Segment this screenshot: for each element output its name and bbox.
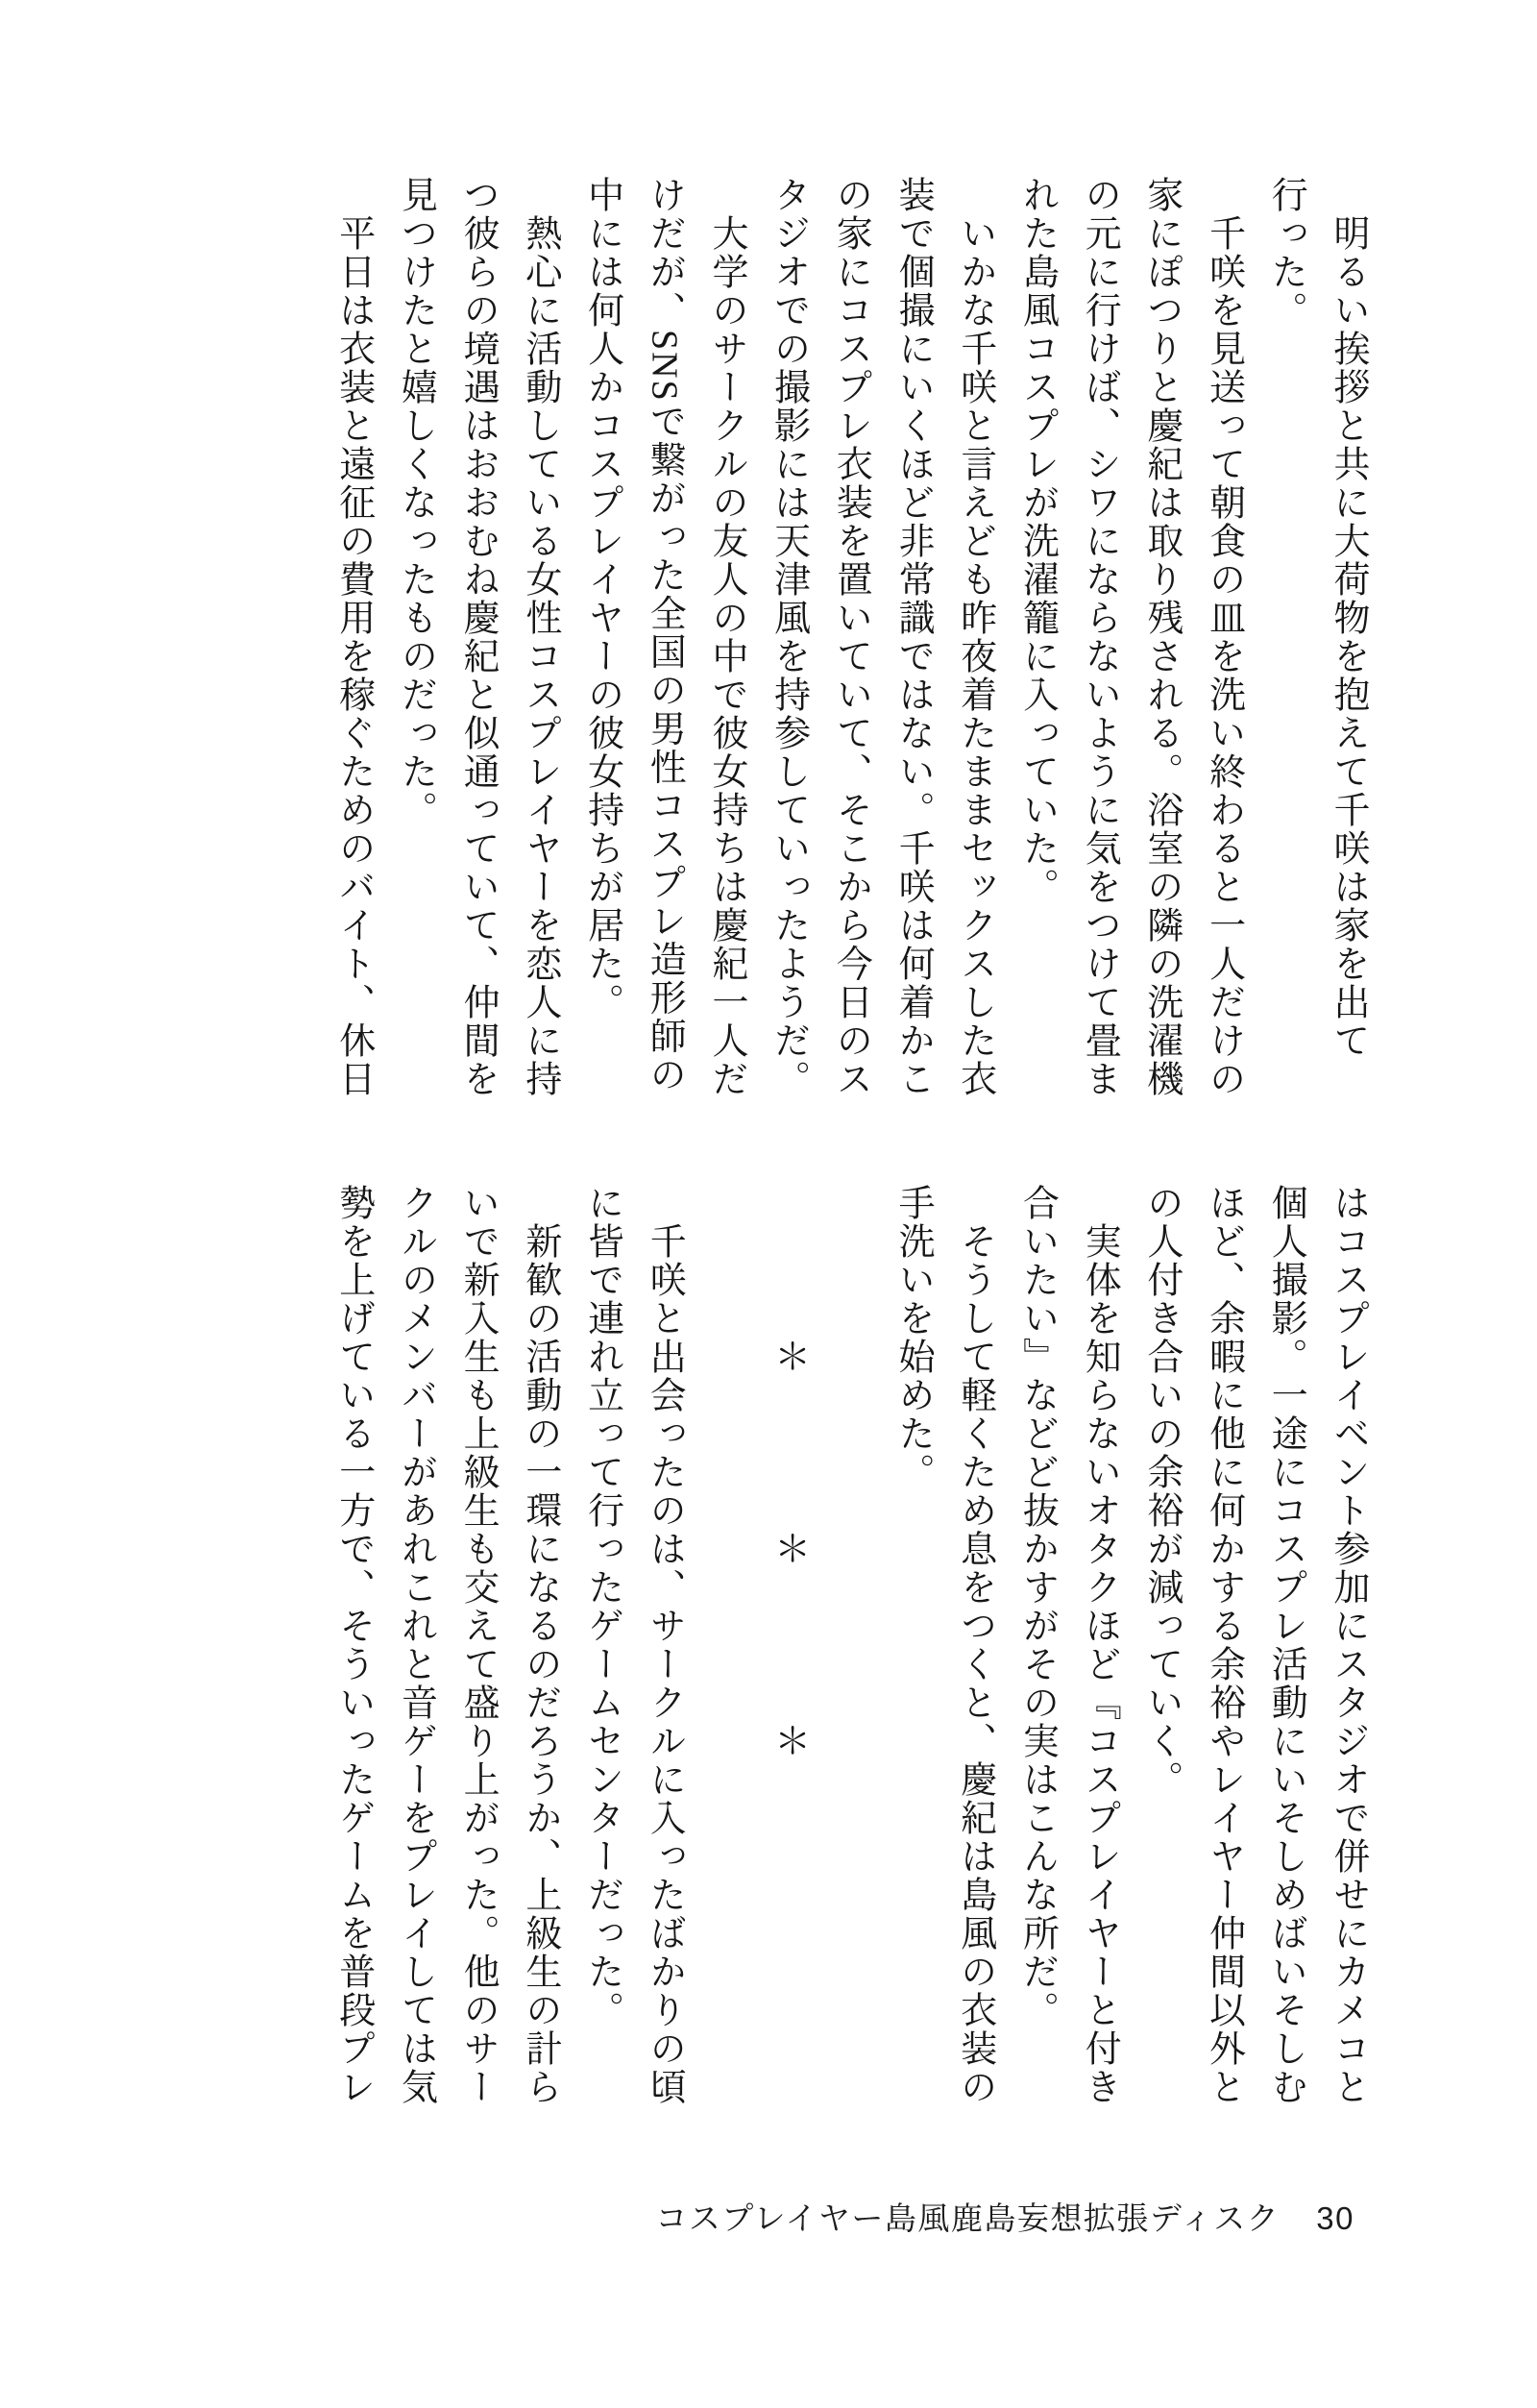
text-line: の元に行けば、シワにならないように気をつけて畳ま (1079, 176, 1120, 1098)
text-line: ほど、余暇に他に何かする余裕やレイヤー仲間以外と (1203, 1184, 1244, 2106)
text-line: 新歓の活動の一環になるのだろうか、上級生の計ら (519, 1184, 560, 2106)
text-line: いで新入生も上級生も交えて盛り上がった。他のサー (457, 1184, 499, 2106)
text-line: 熱心に活動している女性コスプレイヤーを恋人に持 (519, 176, 560, 1098)
text-line: れた島風コスプレが洗濯籠に入っていた。 (1016, 176, 1058, 906)
text-line: けだが、SNSで繋がった全国の男性コスプレ造形師の (644, 176, 685, 1094)
text-line: そうして軽くため息をつくと、慶紀は島風の衣装の (954, 1184, 995, 2106)
text-line: 個人撮影。一途にコスプレ活動にいそしめばいそしむ (1265, 1184, 1306, 2106)
text-line: の家にコスプレ衣装を置いていて、そこから今日のス (830, 176, 871, 1098)
footer-title: コスプレイヤー島風鹿島妄想拡張ディスク (655, 2200, 1281, 2236)
text-line: 手洗いを始めた。 (892, 1184, 934, 1491)
text-line: 実体を知らないオタクほど『コスプレイヤーと付き (1079, 1184, 1120, 2106)
text-line: 明るい挨拶と共に大荷物を抱えて千咲は家を出て (1328, 176, 1368, 1060)
text-line: 家にぽつりと慶紀は取り残される。浴室の隣の洗濯機 (1140, 176, 1182, 1098)
text-line (819, 1184, 882, 2114)
text-line: 平日は衣装と遠征の費用を稼ぐためのバイト、休日 (332, 176, 374, 1098)
section-divider-line: ＊ ＊ ＊ (768, 1184, 809, 1760)
text-line: いかな千咲と言えども昨夜着たままセックスした衣 (954, 176, 995, 1098)
text-line: はコスプレイベント参加にスタジオで併せにカメコと (1328, 1184, 1368, 2106)
text-line (695, 1184, 757, 2114)
text-line: つ彼らの境遇はおおむね慶紀と似通っていて、仲間を (457, 176, 499, 1098)
text-line: 見つけたと嬉しくなったものだった。 (395, 176, 436, 829)
page-footer (655, 2194, 1354, 2239)
footer-page-number: 30 (1316, 2200, 1354, 2236)
text-line: クルのメンバーがあれこれと音ゲーをプレイしては気 (395, 1184, 436, 2106)
text-line: 装で個撮にいくほど非常識ではない。千咲は何着かこ (892, 176, 934, 1098)
text-line: タジオでの撮影には天津風を持参していったようだ。 (768, 176, 809, 1098)
text-line: の人付き合いの余裕が減っていく。 (1140, 1184, 1182, 1799)
upper-text-block (320, 176, 1378, 1106)
text-line: 合いたい』などど抜かすがその実はこんな所だ。 (1016, 1184, 1058, 2029)
text-line: 千咲を見送って朝食の皿を洗い終わると一人だけの (1203, 176, 1244, 1098)
lower-text-block (320, 1184, 1378, 2114)
text-line: に皆で連れ立って行ったゲームセンターだった。 (581, 1184, 622, 2029)
text-line: 行った。 (1265, 176, 1306, 330)
text-line: 中には何人かコスプレイヤーの彼女持ちが居た。 (581, 176, 622, 1021)
text-line: 千咲と出会ったのは、サークルに入ったばかりの頃 (644, 1184, 685, 2106)
text-line: 大学のサークルの友人の中で彼女持ちは慶紀一人だ (705, 176, 746, 1098)
text-line: 勢を上げている一方で、そういったゲームを普段プレ (332, 1184, 374, 2106)
